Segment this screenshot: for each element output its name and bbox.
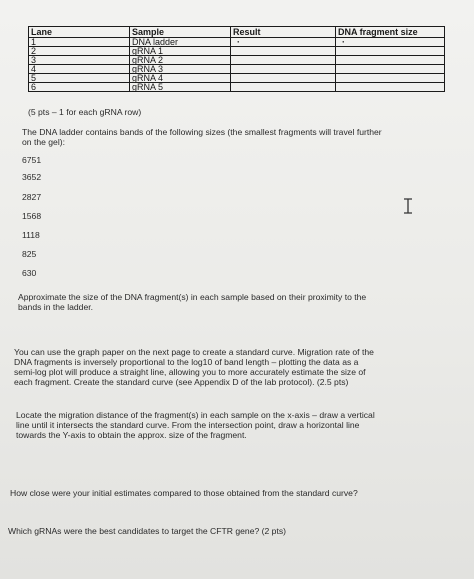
header-sample: Sample — [130, 27, 231, 38]
fragment-cell[interactable]: · — [336, 38, 445, 47]
result-cell[interactable] — [231, 74, 336, 83]
lane-cell: 5 — [29, 74, 130, 83]
ladder-intro-line1: The DNA ladder contains bands of the following sizes (the smallest fragments will travel further — [22, 127, 382, 137]
result-cell[interactable]: · — [231, 38, 336, 47]
question-1-line1: Approximate the size of the DNA fragment(s) in each sample based on their proximity to the — [18, 292, 367, 302]
ladder-size: 2827 — [22, 192, 42, 202]
table-row — [29, 56, 445, 65]
question-3-line1: Locate the migration distance of the fragment(s) in each sample on the x-axis – draw a vertical — [16, 410, 375, 420]
fragment-cell[interactable] — [336, 74, 445, 83]
table-row — [29, 74, 445, 83]
table-header-row — [29, 27, 445, 38]
sample-cell: gRNA 3 — [130, 65, 231, 74]
question-3-line2: line until it intersects the standard curve. From the intersection point, draw a horizontal line — [16, 420, 360, 430]
question-5-text: Which gRNAs were the best candidates to target the CFTR gene? (2 pts) — [8, 526, 286, 536]
ladder-size: 825 — [22, 249, 37, 259]
lane-cell: 6 — [29, 83, 130, 92]
question-2-line2: DNA fragments is inversely proportional to the log10 of band length – plotting the data as a — [14, 357, 359, 367]
text-cursor-icon — [401, 198, 415, 214]
table-row — [29, 38, 445, 47]
question-2-line4: each fragment. Create the standard curve (see Appendix D of the lab protocol). (2.5 pts) — [14, 377, 349, 387]
ladder-size: 1568 — [22, 211, 42, 221]
sample-cell: DNA ladder — [130, 38, 231, 47]
ladder-size: 6751 — [22, 155, 42, 165]
points-note: (5 pts – 1 for each gRNA row) — [28, 107, 142, 117]
ladder-size: 1118 — [22, 230, 40, 240]
fragment-cell[interactable] — [336, 65, 445, 74]
sample-cell: gRNA 4 — [130, 74, 231, 83]
lane-cell: 3 — [29, 56, 130, 65]
result-cell[interactable] — [231, 83, 336, 92]
lane-cell: 4 — [29, 65, 130, 74]
header-lane: Lane — [29, 27, 130, 38]
table-row — [29, 65, 445, 74]
sample-cell: gRNA 5 — [130, 83, 231, 92]
lane-cell: 2 — [29, 47, 130, 56]
fragment-cell[interactable] — [336, 56, 445, 65]
sample-cell: gRNA 1 — [130, 47, 231, 56]
fragment-cell[interactable] — [336, 83, 445, 92]
question-2-line3: semi-log plot will produce a straight line, allowing you to more accurately estimate the size of — [14, 367, 366, 377]
result-cell[interactable] — [231, 47, 336, 56]
result-cell[interactable] — [231, 65, 336, 74]
ladder-size: 3652 — [22, 172, 42, 182]
question-4-text: How close were your initial estimates compared to those obtained from the standard curve? — [10, 488, 358, 498]
result-cell[interactable] — [231, 56, 336, 65]
header-result-label: Result — [233, 27, 261, 37]
ladder-intro-line2: on the gel): — [22, 137, 65, 147]
fragment-cell[interactable] — [336, 47, 445, 56]
question-3-line3: towards the Y-axis to obtain the approx. size of the fragment. — [16, 430, 247, 440]
table-row — [29, 83, 445, 92]
question-2-line1: You can use the graph paper on the next page to create a standard curve. Migration rate of the — [14, 347, 374, 357]
lane-cell: 1 — [29, 38, 130, 47]
header-fragment-label: DNA fragment size — [338, 27, 418, 37]
sample-cell: gRNA 2 — [130, 56, 231, 65]
table-row — [29, 47, 445, 56]
header-result — [231, 27, 336, 38]
question-1-line2: bands in the ladder. — [18, 302, 94, 312]
ladder-size: 630 — [22, 268, 37, 278]
header-fragment-size — [336, 27, 445, 38]
results-table — [28, 26, 445, 92]
